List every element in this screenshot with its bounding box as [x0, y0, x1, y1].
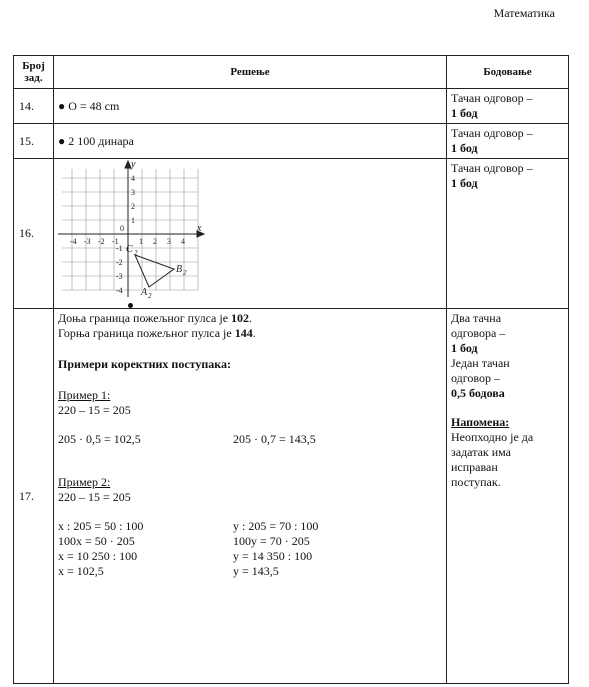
- note-line: исправан: [451, 460, 498, 474]
- example1-left: 205 · 0,5 = 102,5: [58, 432, 141, 446]
- points-value: 1 бод: [451, 106, 478, 120]
- examples-title: Примери коректних поступака:: [58, 357, 232, 371]
- y-tick: -2: [116, 258, 123, 267]
- point-b-label: B: [176, 264, 183, 275]
- upper-limit-text: Горња граница пожељног пулса је 144.: [58, 326, 256, 340]
- points-value: 0,5 бодова: [451, 386, 505, 400]
- table-row: [14, 89, 569, 124]
- example2-calcs: [58, 519, 442, 579]
- col-points-header: Бодовање: [447, 56, 569, 89]
- row-num: 16.: [14, 159, 54, 309]
- row-solution: ● 2 100 динара: [54, 124, 447, 159]
- example1-title: Пример 1:: [58, 388, 111, 402]
- x-tick: 4: [181, 237, 185, 246]
- col-num-header: Број зад.: [14, 56, 54, 89]
- example1-calcs: [58, 432, 442, 447]
- example2-left-line: 100x = 50 · 205: [58, 534, 135, 548]
- point-a-subscript: 2: [148, 292, 152, 300]
- scoring-table: [13, 55, 569, 684]
- x-tick: -4: [70, 237, 77, 246]
- points-text: одговора –: [451, 326, 506, 340]
- example2-right-line: y = 14 350 : 100: [233, 549, 313, 563]
- x-axis-label: x: [197, 223, 202, 234]
- row-num: 14.: [14, 89, 54, 124]
- example2-right-line: 100y = 70 · 205: [233, 534, 310, 548]
- y-tick: 2: [131, 202, 135, 211]
- row-num: 17.: [14, 309, 54, 684]
- lower-limit-text: Доња граница пожељног пулса је 102.: [58, 311, 253, 325]
- x-tick: -2: [98, 237, 105, 246]
- points-value: 1 бод: [451, 141, 478, 155]
- points-text: Два тачна: [451, 311, 502, 325]
- point-c-label: C: [126, 244, 133, 255]
- origin-label: 0: [120, 224, 124, 233]
- note-line: задатак има: [451, 445, 511, 459]
- x-tick: -3: [84, 237, 91, 246]
- x-tick: 1: [139, 237, 143, 246]
- points-value: 1 бод: [451, 341, 478, 355]
- points-text: Један тачан: [451, 356, 510, 370]
- x-tick: 3: [167, 237, 171, 246]
- table-row: [14, 124, 569, 159]
- example2-left-line: x = 10 250 : 100: [58, 549, 138, 563]
- points-text: Тачан одговор –: [451, 126, 533, 140]
- row-solution: [54, 309, 447, 684]
- example2-title: Пример 2:: [58, 475, 111, 489]
- example2-step: 220 – 15 = 205: [58, 490, 131, 504]
- y-axis-label: y: [131, 159, 136, 170]
- example2-left-line: x = 102,5: [58, 564, 104, 578]
- y-tick: 4: [131, 174, 135, 183]
- example1-step: 220 – 15 = 205: [58, 403, 131, 417]
- triangle-shape: [135, 255, 174, 287]
- row-solution-graph: [54, 159, 447, 309]
- y-tick: -3: [116, 272, 123, 281]
- row-points: [447, 89, 569, 124]
- points-value: 1 бод: [451, 176, 478, 190]
- row-points: [447, 309, 569, 684]
- example1-right: 205 · 0,7 = 143,5: [233, 432, 316, 446]
- col-solution-header: Решење: [54, 56, 447, 89]
- point-a-label: A: [141, 287, 148, 298]
- x-tick: -1: [112, 237, 119, 246]
- row-num: 15.: [14, 124, 54, 159]
- table-row: [14, 159, 569, 309]
- x-tick: 2: [153, 237, 157, 246]
- y-tick: -4: [116, 286, 123, 295]
- table-row: [14, 309, 569, 684]
- y-tick: 3: [131, 188, 135, 197]
- note-line: Неопходно је да: [451, 430, 534, 444]
- y-tick: -1: [116, 244, 123, 253]
- row-solution: ● O = 48 cm: [54, 89, 447, 124]
- row-points: [447, 159, 569, 309]
- row-points: [447, 124, 569, 159]
- points-text: Тачан одговор –: [451, 161, 533, 175]
- bullet-dot: [128, 303, 133, 308]
- point-b-subscript: 2: [183, 269, 187, 277]
- y-tick: 1: [131, 216, 135, 225]
- points-text: одговор –: [451, 371, 500, 385]
- note-title: Напомена:: [451, 415, 510, 429]
- table-header-row: [14, 56, 569, 89]
- example2-right-line: y = 143,5: [233, 564, 279, 578]
- subject-header: Математика: [493, 6, 555, 20]
- example2-left-line: x : 205 = 50 : 100: [58, 519, 144, 533]
- example2-right-line: y : 205 = 70 : 100: [233, 519, 319, 533]
- coordinate-graph: [58, 159, 208, 302]
- point-c-subscript: 2: [134, 249, 138, 257]
- note-line: поступак.: [451, 475, 501, 489]
- points-text: Тачан одговор –: [451, 91, 533, 105]
